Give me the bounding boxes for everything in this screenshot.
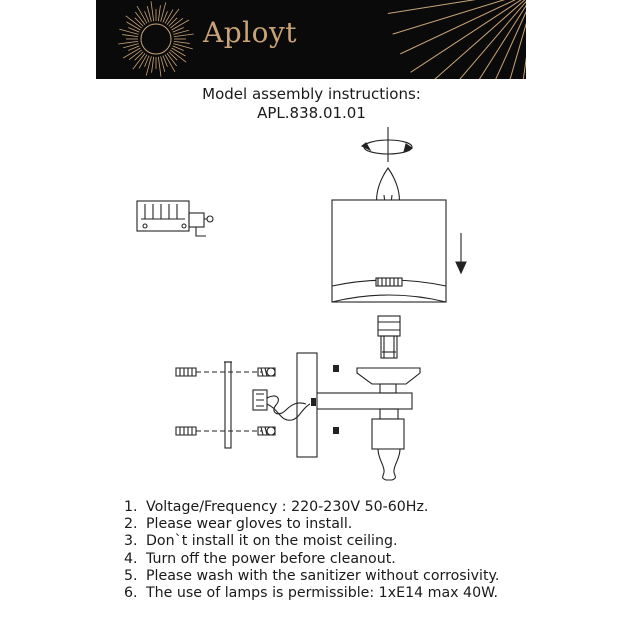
note-number: 5. [124, 567, 138, 584]
down-arrow-icon [456, 233, 466, 273]
note-text: The use of lamps is permissible: 1xE14 max 40W. [146, 585, 499, 602]
note-item [124, 516, 499, 533]
model-number: APL.838.01.01 [257, 104, 366, 122]
note-number: 3. [124, 533, 138, 550]
note-item [124, 568, 499, 585]
note-item [124, 551, 499, 568]
rotation-arrow-icon [362, 127, 412, 162]
socket-drawing [378, 316, 400, 358]
arm-drawing [314, 384, 412, 409]
note-text: Please wear gloves to install. [146, 516, 353, 533]
note-text: Don`t install it on the moist ceiling. [146, 533, 398, 550]
note-number: 2. [124, 516, 138, 533]
wall-anchor-bottom [176, 427, 196, 435]
note-number: 1. [124, 499, 138, 515]
note-text: Voltage/Frequency : 220-230V 50-60Hz. [146, 499, 429, 515]
page-title: Model assembly instructions: [202, 85, 421, 103]
note-text: Please wash with the sanitizer without corrosivity. [146, 567, 500, 584]
note-item [124, 499, 499, 516]
note-number: 4. [124, 550, 138, 567]
bobeche-drawing [357, 368, 420, 384]
connector-block-drawing [137, 201, 213, 236]
note-number: 6. [124, 585, 138, 602]
note-item [124, 533, 499, 550]
mounting-guide-lines [196, 372, 262, 431]
candlestick-drawing [372, 409, 404, 480]
note-item [124, 585, 499, 602]
note-text: Turn off the power before cleanout. [146, 550, 396, 567]
wall-anchor-top [176, 368, 196, 376]
brand-logo: Aployt [203, 16, 298, 49]
instruction-notes [124, 499, 499, 602]
lampshade-drawing [332, 200, 446, 302]
